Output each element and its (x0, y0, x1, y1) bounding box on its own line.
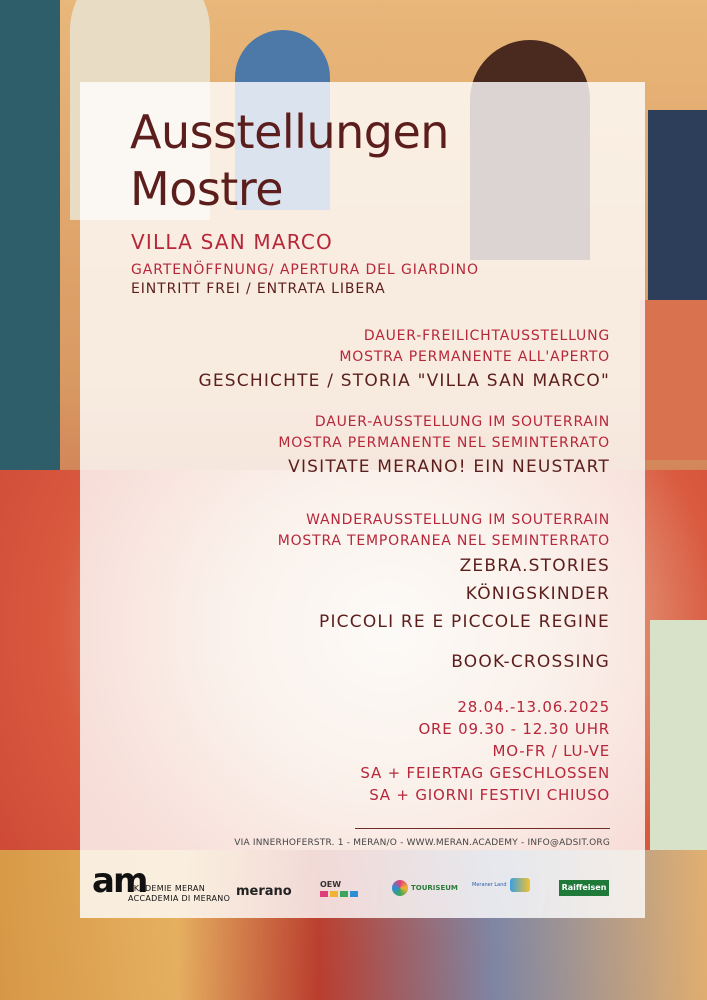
exhibition-label-de: DAUER-AUSSTELLUNG IM SOUTERRAIN (314, 414, 610, 430)
exhibition-permanent-basement (278, 412, 610, 480)
academy-name-it: ACCADEMIA DI MERANO (128, 894, 231, 903)
exhibition-label-de: WANDERAUSSTELLUNG IM SOUTERRAIN (306, 512, 610, 528)
exhibition-label-it: MOSTRA PERMANENTE ALL'APERTO (339, 349, 610, 365)
schedule-closed-it: SA + GIORNI FESTIVI CHIUSO (369, 786, 610, 804)
contact-line: VIA INNERHOFERSTR. 1 - MERAN/O - WWW.MERAN.ACADEMY - INFO@ADSIT.ORG (234, 838, 610, 848)
exhibition-traveling (278, 510, 610, 636)
schedule-hours: ORE 09.30 - 12.30 UHR (418, 720, 610, 738)
oew-logo-text: OEW (320, 880, 342, 889)
title-italian: Mostre (130, 162, 284, 216)
meranerland-logo (472, 878, 530, 892)
title-german: Ausstellungen (130, 105, 449, 159)
schedule-days: MO-FR / LU-VE (492, 742, 610, 760)
academy-mark: am (92, 861, 147, 901)
exhibition-title: KÖNIGSKINDER (465, 584, 610, 604)
page-title (130, 104, 449, 218)
bg-wall-left (0, 0, 60, 520)
touriseum-logo-text: TOURISEUM (411, 884, 458, 892)
bg-wall-right (640, 300, 707, 460)
schedule (360, 696, 610, 806)
garden-opening: GARTENÖFFNUNG/ APERTURA DEL GIARDINO (131, 262, 479, 278)
exhibition-title: GESCHICHTE / STORIA "VILLA SAN MARCO" (198, 371, 610, 391)
merano-logo: merano (236, 884, 292, 899)
exhibition-title: VISITATE MERANO! EIN NEUSTART (288, 457, 610, 477)
venue-name: VILLA SAN MARCO (131, 230, 333, 254)
meranerland-logo-text: Meraner Land (472, 882, 507, 888)
book-crossing: BOOK-CROSSING (451, 652, 610, 672)
schedule-dates: 28.04.-13.06.2025 (457, 698, 610, 716)
academy-logo-text (128, 884, 230, 904)
schedule-closed-de: SA + FEIERTAG GESCHLOSSEN (360, 764, 610, 782)
bg-poster-green (650, 620, 707, 850)
exhibition-title: PICCOLI RE E PICCOLE REGINE (319, 612, 610, 632)
meranerland-icon (510, 878, 530, 892)
bg-poster (648, 110, 707, 300)
oew-logo (320, 880, 358, 897)
exhibition-label-it: MOSTRA PERMANENTE NEL SEMINTERRATO (278, 435, 610, 451)
exhibition-label-de: DAUER-FREILICHTAUSSTELLUNG (363, 328, 610, 344)
academy-name-de: AKADEMIE MERAN (128, 884, 205, 893)
touriseum-logo (392, 880, 458, 896)
raiffeisen-logo: Raiffeisen (559, 880, 609, 896)
touriseum-icon (392, 880, 408, 896)
exhibition-label-it: MOSTRA TEMPORANEA NEL SEMINTERRATO (277, 533, 610, 549)
free-entry: EINTRITT FREI / ENTRATA LIBERA (131, 281, 386, 297)
exhibition-permanent-outdoor (198, 326, 610, 394)
divider (355, 828, 610, 829)
exhibition-title: ZEBRA.STORIES (459, 556, 610, 576)
oew-logo-bars (320, 891, 358, 897)
